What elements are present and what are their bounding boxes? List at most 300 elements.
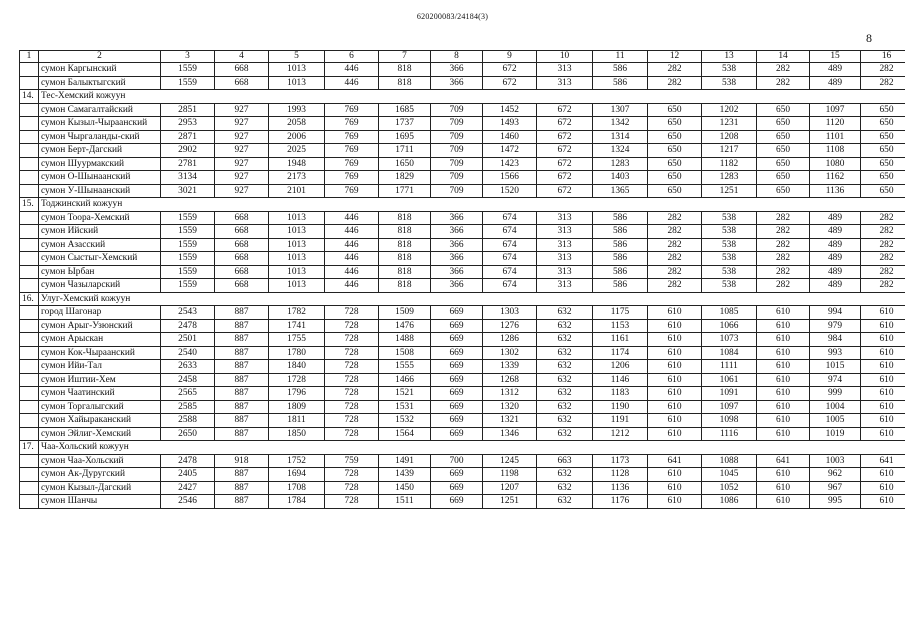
value-cell: 1176	[593, 495, 648, 509]
value-cell: 282	[648, 265, 702, 279]
value-cell: 1694	[269, 468, 325, 482]
value-cell: 1452	[483, 103, 537, 117]
value-cell: 887	[215, 495, 269, 509]
value-cell: 1695	[379, 130, 431, 144]
value-cell: 2871	[161, 130, 215, 144]
table-row	[20, 103, 905, 117]
value-cell: 728	[325, 481, 379, 495]
value-cell: 366	[431, 238, 483, 252]
value-cell: 632	[537, 319, 593, 333]
value-cell: 769	[325, 157, 379, 171]
value-cell: 769	[325, 103, 379, 117]
value-cell: 1559	[161, 225, 215, 239]
row-number-cell	[20, 400, 39, 414]
row-number-cell	[20, 157, 39, 171]
value-cell: 1314	[593, 130, 648, 144]
value-cell: 1174	[593, 346, 648, 360]
value-cell: 632	[537, 481, 593, 495]
value-cell: 1559	[161, 252, 215, 266]
value-cell: 927	[215, 171, 269, 185]
table-row	[20, 144, 905, 158]
value-cell: 610	[757, 495, 810, 509]
header-cell: 14	[757, 51, 810, 63]
value-cell: 669	[431, 427, 483, 441]
section-row	[20, 292, 905, 306]
value-cell: 669	[431, 387, 483, 401]
value-cell: 674	[483, 225, 537, 239]
value-cell: 669	[431, 468, 483, 482]
value-cell: 650	[757, 184, 810, 198]
value-cell: 586	[593, 211, 648, 225]
value-cell: 967	[810, 481, 861, 495]
section-title: Тоджинский кожуун	[39, 198, 905, 212]
value-cell: 1013	[269, 211, 325, 225]
row-number-cell	[20, 360, 39, 374]
value-cell: 610	[648, 400, 702, 414]
table-row	[20, 306, 905, 320]
value-cell: 610	[648, 427, 702, 441]
value-cell: 610	[757, 306, 810, 320]
value-cell: 927	[215, 184, 269, 198]
value-cell: 1708	[269, 481, 325, 495]
locality-name: сумон Иштии-Хем	[39, 373, 161, 387]
value-cell: 610	[757, 373, 810, 387]
table-row	[20, 211, 905, 225]
value-cell: 586	[593, 238, 648, 252]
row-number-cell	[20, 103, 39, 117]
table-row	[20, 157, 905, 171]
value-cell: 1476	[379, 319, 431, 333]
value-cell: 1850	[269, 427, 325, 441]
value-cell: 282	[757, 238, 810, 252]
value-cell: 313	[537, 63, 593, 77]
value-cell: 446	[325, 252, 379, 266]
value-cell: 1460	[483, 130, 537, 144]
table-row	[20, 373, 905, 387]
value-cell: 1175	[593, 306, 648, 320]
value-cell: 650	[757, 157, 810, 171]
value-cell: 709	[431, 184, 483, 198]
value-cell: 641	[861, 454, 905, 468]
value-cell: 1013	[269, 238, 325, 252]
value-cell: 1015	[810, 360, 861, 374]
value-cell: 610	[757, 481, 810, 495]
value-cell: 1013	[269, 279, 325, 293]
header-cell: 7	[379, 51, 431, 63]
value-cell: 446	[325, 211, 379, 225]
value-cell: 313	[537, 252, 593, 266]
locality-name: сумон Чыргаланды-ский	[39, 130, 161, 144]
value-cell: 818	[379, 238, 431, 252]
value-cell: 366	[431, 265, 483, 279]
value-cell: 669	[431, 414, 483, 428]
value-cell: 632	[537, 373, 593, 387]
value-cell: 1013	[269, 252, 325, 266]
value-cell: 887	[215, 400, 269, 414]
value-cell: 610	[861, 360, 905, 374]
value-cell: 610	[648, 481, 702, 495]
value-cell: 728	[325, 427, 379, 441]
value-cell: 610	[861, 414, 905, 428]
table-row	[20, 63, 905, 77]
value-cell: 979	[810, 319, 861, 333]
locality-name: сумон Хайыраканский	[39, 414, 161, 428]
value-cell: 887	[215, 333, 269, 347]
value-cell: 1450	[379, 481, 431, 495]
section-title: Тес-Хемский кожуун	[39, 90, 905, 104]
value-cell: 2588	[161, 414, 215, 428]
locality-name: сумон Кызыл-Чыраанский	[39, 117, 161, 131]
value-cell: 1268	[483, 373, 537, 387]
value-cell: 668	[215, 265, 269, 279]
value-cell: 1136	[593, 481, 648, 495]
row-number-cell	[20, 373, 39, 387]
value-cell: 887	[215, 414, 269, 428]
value-cell: 586	[593, 265, 648, 279]
value-cell: 282	[648, 76, 702, 90]
value-cell: 1146	[593, 373, 648, 387]
value-cell: 993	[810, 346, 861, 360]
value-cell: 669	[431, 373, 483, 387]
value-cell: 709	[431, 171, 483, 185]
value-cell: 927	[215, 144, 269, 158]
data-table	[19, 50, 905, 509]
value-cell: 650	[861, 103, 905, 117]
section-row	[20, 90, 905, 104]
value-cell: 650	[861, 144, 905, 158]
value-cell: 313	[537, 238, 593, 252]
locality-name: сумон Самагалтайский	[39, 103, 161, 117]
value-cell: 446	[325, 76, 379, 90]
value-cell: 887	[215, 481, 269, 495]
section-number: 14.	[20, 90, 39, 104]
value-cell: 538	[702, 238, 757, 252]
locality-name: сумон Ак-Дуругский	[39, 468, 161, 482]
value-cell: 927	[215, 130, 269, 144]
value-cell: 1307	[593, 103, 648, 117]
locality-name: сумон Эйлиг-Хемский	[39, 427, 161, 441]
value-cell: 650	[757, 117, 810, 131]
locality-name: сумон Кок-Чыраанский	[39, 346, 161, 360]
value-cell: 2101	[269, 184, 325, 198]
value-cell: 3134	[161, 171, 215, 185]
value-cell: 610	[861, 468, 905, 482]
value-cell: 2427	[161, 481, 215, 495]
value-cell: 1511	[379, 495, 431, 509]
value-cell: 672	[537, 144, 593, 158]
header-cell: 12	[648, 51, 702, 63]
value-cell: 366	[431, 252, 483, 266]
value-cell: 1136	[810, 184, 861, 198]
value-cell: 610	[757, 333, 810, 347]
table-row	[20, 171, 905, 185]
value-cell: 282	[861, 265, 905, 279]
value-cell: 818	[379, 63, 431, 77]
row-number-cell	[20, 427, 39, 441]
locality-name: сумон Каргынский	[39, 63, 161, 77]
value-cell: 1532	[379, 414, 431, 428]
value-cell: 650	[648, 117, 702, 131]
value-cell: 313	[537, 76, 593, 90]
value-cell: 282	[648, 252, 702, 266]
row-number-cell	[20, 63, 39, 77]
value-cell: 1162	[810, 171, 861, 185]
row-number-cell	[20, 238, 39, 252]
value-cell: 728	[325, 414, 379, 428]
value-cell: 1161	[593, 333, 648, 347]
value-cell: 1097	[702, 400, 757, 414]
value-cell: 887	[215, 346, 269, 360]
value-cell: 1423	[483, 157, 537, 171]
locality-name: сумон Шуурмакский	[39, 157, 161, 171]
value-cell: 672	[483, 76, 537, 90]
row-number-cell	[20, 387, 39, 401]
value-cell: 366	[431, 225, 483, 239]
value-cell: 446	[325, 63, 379, 77]
value-cell: 818	[379, 76, 431, 90]
value-cell: 1207	[483, 481, 537, 495]
value-cell: 1080	[810, 157, 861, 171]
value-cell: 610	[861, 387, 905, 401]
header-cell: 9	[483, 51, 537, 63]
value-cell: 538	[702, 265, 757, 279]
row-number-cell	[20, 171, 39, 185]
locality-name: сумон Ырбан	[39, 265, 161, 279]
page-number: 8	[866, 31, 872, 45]
value-cell: 1097	[810, 103, 861, 117]
row-number-cell	[20, 225, 39, 239]
locality-name: сумон Торгалыгский	[39, 400, 161, 414]
value-cell: 650	[648, 103, 702, 117]
value-cell: 610	[757, 427, 810, 441]
value-cell: 313	[537, 225, 593, 239]
row-number-cell	[20, 117, 39, 131]
row-number-cell	[20, 76, 39, 90]
value-cell: 709	[431, 144, 483, 158]
value-cell: 818	[379, 225, 431, 239]
value-cell: 1004	[810, 400, 861, 414]
value-cell: 282	[861, 225, 905, 239]
value-cell: 709	[431, 130, 483, 144]
value-cell: 887	[215, 387, 269, 401]
value-cell: 1217	[702, 144, 757, 158]
value-cell: 1771	[379, 184, 431, 198]
value-cell: 282	[757, 63, 810, 77]
value-cell: 632	[537, 360, 593, 374]
value-cell: 1559	[161, 63, 215, 77]
value-cell: 709	[431, 157, 483, 171]
value-cell: 282	[757, 211, 810, 225]
value-cell: 728	[325, 495, 379, 509]
header-cell: 6	[325, 51, 379, 63]
value-cell: 586	[593, 76, 648, 90]
row-number-cell	[20, 333, 39, 347]
value-cell: 1811	[269, 414, 325, 428]
value-cell: 672	[537, 157, 593, 171]
table-row	[20, 184, 905, 198]
value-cell: 610	[648, 373, 702, 387]
value-cell: 1559	[161, 238, 215, 252]
header-cell: 10	[537, 51, 593, 63]
value-cell: 918	[215, 454, 269, 468]
value-cell: 2006	[269, 130, 325, 144]
value-cell: 282	[861, 63, 905, 77]
row-number-cell	[20, 265, 39, 279]
value-cell: 1784	[269, 495, 325, 509]
value-cell: 769	[325, 184, 379, 198]
locality-name: сумон Ийский	[39, 225, 161, 239]
table-row	[20, 346, 905, 360]
value-cell: 610	[861, 481, 905, 495]
value-cell: 1231	[702, 117, 757, 131]
table-row	[20, 454, 905, 468]
value-cell: 650	[757, 130, 810, 144]
value-cell: 1208	[702, 130, 757, 144]
value-cell: 663	[537, 454, 593, 468]
locality-name: сумон Берт-Дагский	[39, 144, 161, 158]
value-cell: 887	[215, 306, 269, 320]
value-cell: 650	[757, 171, 810, 185]
value-cell: 641	[757, 454, 810, 468]
section-row	[20, 198, 905, 212]
value-cell: 1685	[379, 103, 431, 117]
table-row	[20, 76, 905, 90]
value-cell: 1321	[483, 414, 537, 428]
table-row	[20, 468, 905, 482]
value-cell: 1531	[379, 400, 431, 414]
row-number-cell	[20, 468, 39, 482]
value-cell: 1182	[702, 157, 757, 171]
value-cell: 282	[861, 252, 905, 266]
value-cell: 610	[757, 414, 810, 428]
table-row	[20, 252, 905, 266]
value-cell: 282	[861, 279, 905, 293]
value-cell: 1559	[161, 211, 215, 225]
value-cell: 818	[379, 265, 431, 279]
table-row	[20, 238, 905, 252]
value-cell: 1312	[483, 387, 537, 401]
value-cell: 2543	[161, 306, 215, 320]
value-cell: 1493	[483, 117, 537, 131]
value-cell: 1276	[483, 319, 537, 333]
value-cell: 641	[648, 454, 702, 468]
value-cell: 999	[810, 387, 861, 401]
value-cell: 674	[483, 238, 537, 252]
value-cell: 650	[861, 184, 905, 198]
row-number-cell	[20, 414, 39, 428]
value-cell: 818	[379, 211, 431, 225]
header-cell: 13	[702, 51, 757, 63]
value-cell: 1019	[810, 427, 861, 441]
value-cell: 668	[215, 76, 269, 90]
locality-name: город Шагонар	[39, 306, 161, 320]
value-cell: 1183	[593, 387, 648, 401]
value-cell: 282	[648, 279, 702, 293]
value-cell: 1342	[593, 117, 648, 131]
header-cell: 1	[20, 51, 39, 63]
value-cell: 2478	[161, 454, 215, 468]
value-cell: 650	[648, 157, 702, 171]
value-cell: 927	[215, 157, 269, 171]
locality-name: сумон О-Шынаанский	[39, 171, 161, 185]
value-cell: 1153	[593, 319, 648, 333]
value-cell: 2478	[161, 319, 215, 333]
value-cell: 1045	[702, 468, 757, 482]
value-cell: 610	[861, 400, 905, 414]
value-cell: 769	[325, 171, 379, 185]
value-cell: 1508	[379, 346, 431, 360]
value-cell: 650	[648, 144, 702, 158]
table-row	[20, 130, 905, 144]
value-cell: 610	[861, 319, 905, 333]
value-cell: 1116	[702, 427, 757, 441]
value-cell: 446	[325, 279, 379, 293]
value-cell: 1650	[379, 157, 431, 171]
value-cell: 2565	[161, 387, 215, 401]
value-cell: 728	[325, 333, 379, 347]
locality-name: сумон Балыктыгский	[39, 76, 161, 90]
row-number-cell	[20, 306, 39, 320]
section-number: 16.	[20, 292, 39, 306]
value-cell: 728	[325, 468, 379, 482]
row-number-cell	[20, 252, 39, 266]
value-cell: 538	[702, 211, 757, 225]
header-cell: 4	[215, 51, 269, 63]
value-cell: 1190	[593, 400, 648, 414]
value-cell: 1052	[702, 481, 757, 495]
value-cell: 1780	[269, 346, 325, 360]
value-cell: 1755	[269, 333, 325, 347]
value-cell: 927	[215, 103, 269, 117]
value-cell: 610	[757, 468, 810, 482]
value-cell: 1073	[702, 333, 757, 347]
value-cell: 2851	[161, 103, 215, 117]
value-cell: 668	[215, 252, 269, 266]
value-cell: 1013	[269, 63, 325, 77]
value-cell: 610	[648, 495, 702, 509]
value-cell: 586	[593, 252, 648, 266]
value-cell: 1084	[702, 346, 757, 360]
value-cell: 1488	[379, 333, 431, 347]
value-cell: 1128	[593, 468, 648, 482]
table-row	[20, 414, 905, 428]
value-cell: 769	[325, 117, 379, 131]
section-title: Чаа-Хольский кожуун	[39, 441, 905, 455]
value-cell: 672	[483, 63, 537, 77]
table-row	[20, 333, 905, 347]
value-cell: 1752	[269, 454, 325, 468]
value-cell: 650	[861, 157, 905, 171]
value-cell: 2458	[161, 373, 215, 387]
value-cell: 1466	[379, 373, 431, 387]
value-cell: 650	[861, 117, 905, 131]
value-cell: 2540	[161, 346, 215, 360]
value-cell: 1796	[269, 387, 325, 401]
value-cell: 650	[861, 171, 905, 185]
value-cell: 282	[757, 265, 810, 279]
value-cell: 650	[757, 144, 810, 158]
value-cell: 1509	[379, 306, 431, 320]
value-cell: 927	[215, 117, 269, 131]
locality-name: сумон Арыг-Узюнский	[39, 319, 161, 333]
table-row	[20, 495, 905, 509]
value-cell: 1088	[702, 454, 757, 468]
value-cell: 769	[325, 130, 379, 144]
value-cell: 632	[537, 346, 593, 360]
value-cell: 610	[861, 427, 905, 441]
value-cell: 1091	[702, 387, 757, 401]
value-cell: 610	[648, 468, 702, 482]
